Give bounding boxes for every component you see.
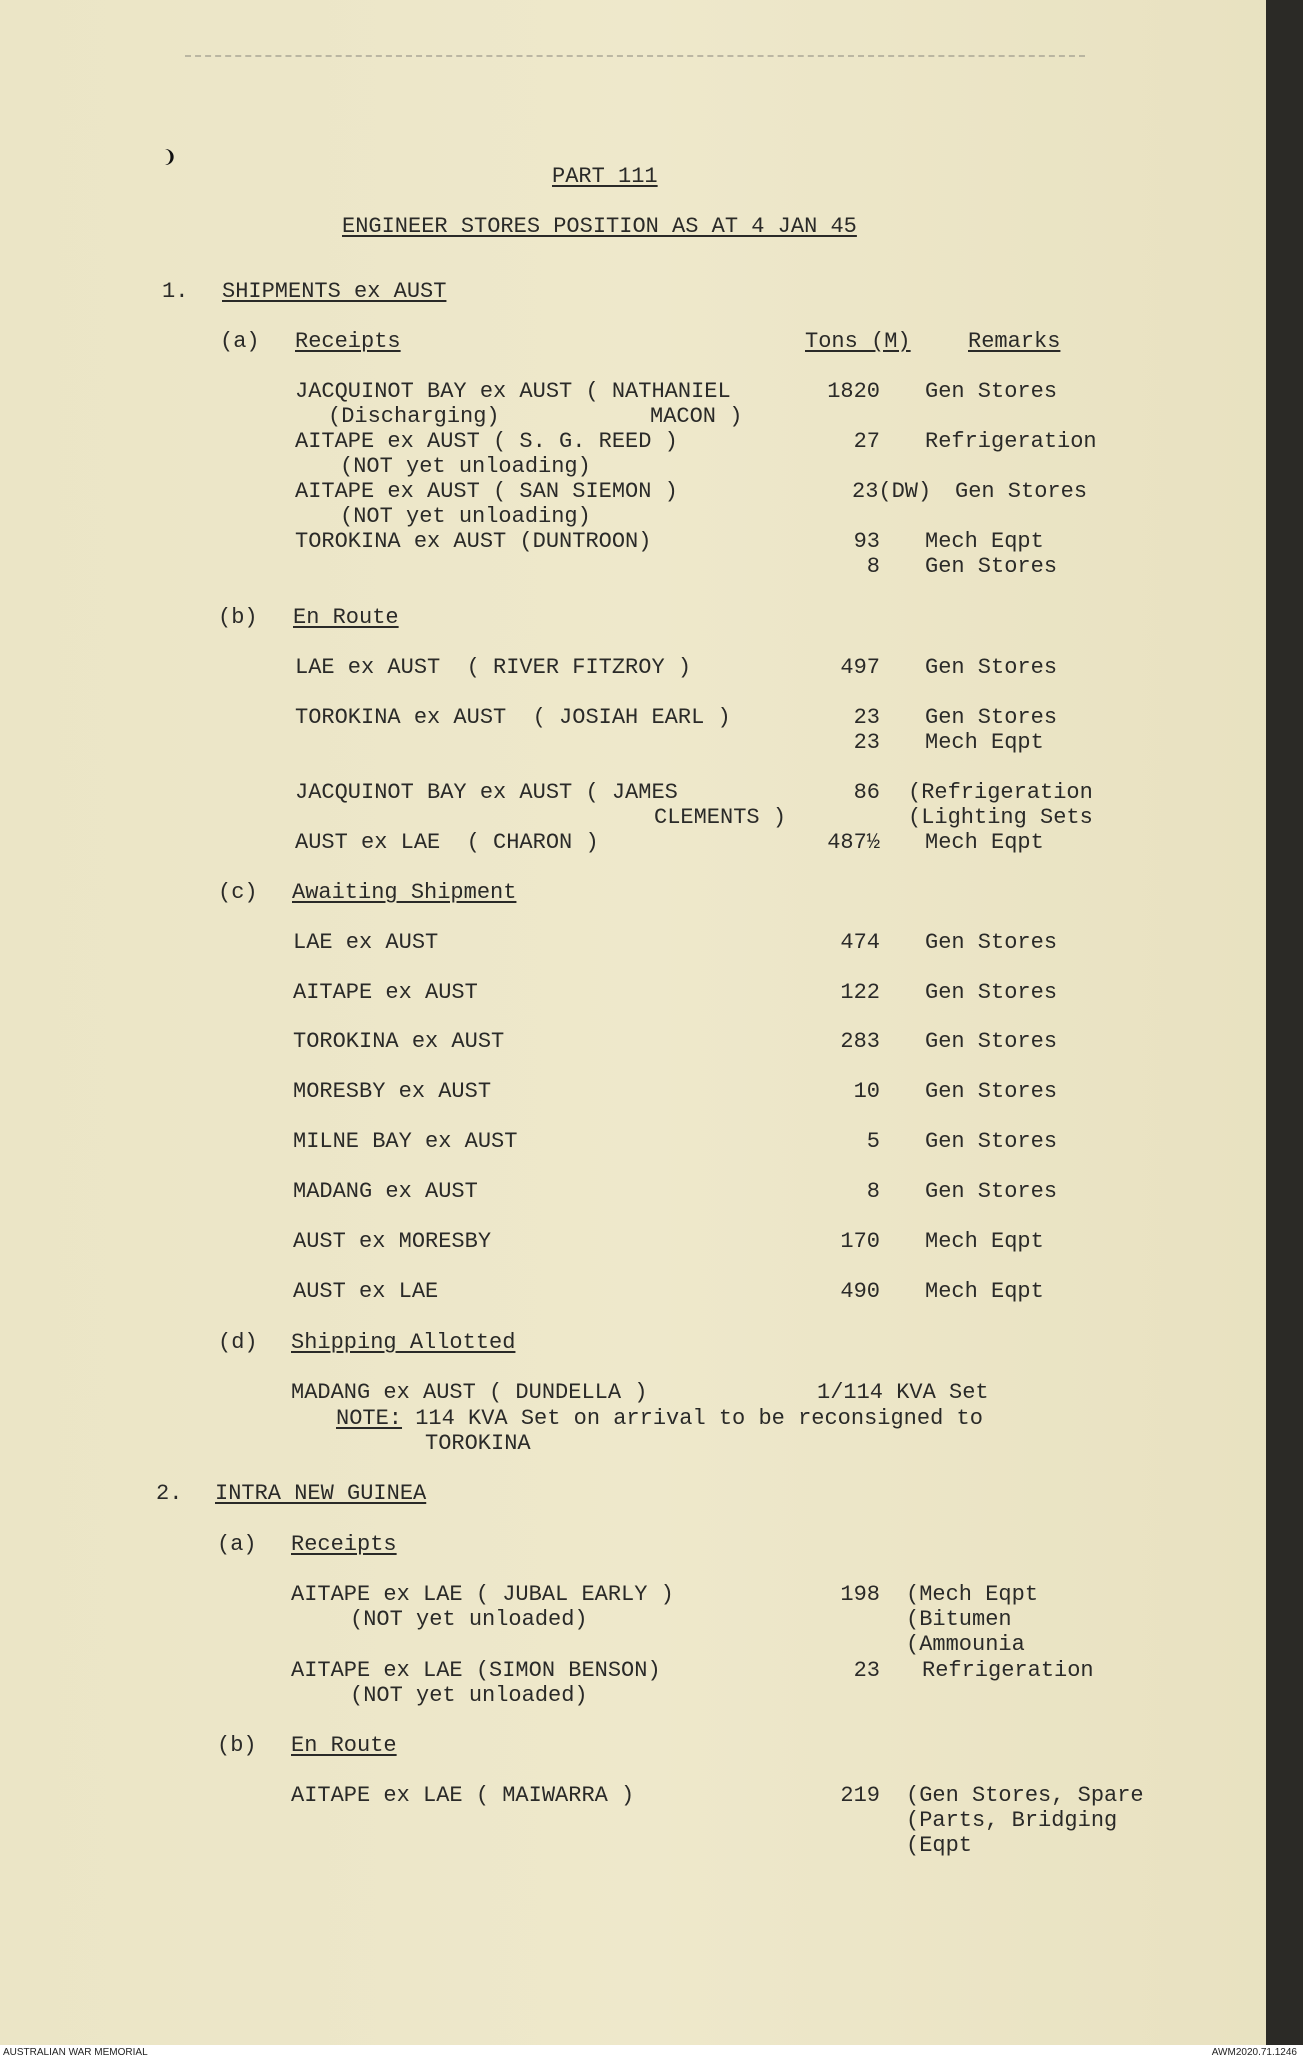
entry-remark: Gen Stores (925, 980, 1058, 1005)
subsection-2b-label: (b) (217, 1733, 257, 1758)
subsection-2a-heading: Receipts (291, 1532, 397, 1557)
entry-location: TOROKINA ex AUST (293, 1029, 505, 1054)
section-2-number: 2. (156, 1481, 183, 1506)
entry-location: AITAPE ex LAE ( JUBAL EARLY ) (291, 1582, 674, 1607)
entry-location: AUST ex LAE (293, 1279, 439, 1304)
entry-remark: (Parts, Bridging (906, 1808, 1118, 1833)
column-tons-header: Tons (M) (805, 329, 911, 354)
entry-tons: 487½ (827, 830, 880, 855)
section-2-heading: INTRA NEW GUINEA (215, 1481, 427, 1506)
entry-remark: (Lighting Sets (908, 805, 1093, 830)
document-title: ENGINEER STORES POSITION AS AT 4 JAN 45 (342, 214, 857, 239)
entry-location: JACQUINOT BAY ex AUST ( NATHANIEL (295, 379, 731, 404)
archive-name: AUSTRALIAN WAR MEMORIAL (3, 2047, 148, 2058)
entry-tons: 8 (866, 554, 880, 579)
entry-location: MILNE BAY ex AUST (293, 1129, 518, 1154)
subsection-1b-label: (b) (218, 605, 258, 630)
entry-remark: Mech Eqpt (925, 1229, 1044, 1254)
entry-tons: 86 (853, 780, 880, 805)
entry-location: LAE ex AUST ( RIVER FITZROY ) (295, 655, 692, 680)
entry-remark: Gen Stores (925, 1079, 1058, 1104)
entry-location: MORESBY ex AUST (293, 1079, 492, 1104)
entry-tons: 219 (840, 1783, 880, 1808)
subsection-2b-heading: En Route (291, 1733, 397, 1758)
entry-location: AUST ex LAE ( CHARON ) (295, 830, 599, 855)
entry-remark: (Bitumen (906, 1607, 1012, 1632)
entry-location: AITAPE ex LAE ( MAIWARRA ) (291, 1783, 635, 1808)
entry-remark: Gen Stores (925, 1179, 1058, 1204)
entry-remark: Gen Stores (925, 1029, 1058, 1054)
entry-remark: Gen Stores (925, 655, 1058, 680)
entry-tons: 1820 (827, 379, 880, 404)
subsection-1d-label: (d) (218, 1330, 258, 1355)
punch-mark: ❩ (163, 146, 177, 171)
entry-tons: 122 (840, 980, 880, 1005)
entry-location: JACQUINOT BAY ex AUST ( JAMES (295, 780, 678, 805)
entry-status: (Discharging) (328, 404, 500, 429)
entry-remark: Gen Stores (955, 479, 1088, 504)
entry-tons: 23 (853, 730, 880, 755)
entry-location: MADANG ex AUST (293, 1179, 478, 1204)
entry-remark: Gen Stores (925, 379, 1058, 404)
entry-tons: 27 (853, 429, 880, 454)
entry-remark: Mech Eqpt (925, 1279, 1044, 1304)
entry-tons: 23 (853, 1658, 880, 1683)
entry-location: TOROKINA ex AUST (DUNTROON) (295, 529, 652, 554)
section-1-heading: SHIPMENTS ex AUST (222, 279, 447, 304)
subsection-1a-heading: Receipts (295, 329, 401, 354)
entry-remark: (Ammounia (906, 1632, 1025, 1657)
entry-remark: Mech Eqpt (925, 730, 1044, 755)
entry-remark: Gen Stores (925, 1129, 1058, 1154)
entry-tons: 490 (840, 1279, 880, 1304)
entry-tons: 497 (840, 655, 880, 680)
entry-status: (NOT yet unloaded) (350, 1607, 588, 1632)
entry-tons: 93 (853, 529, 880, 554)
archive-footer (0, 2045, 1303, 2061)
entry-location: MADANG ex AUST ( DUNDELLA ) (291, 1380, 648, 1405)
archive-reference: AWM2020.71.1246 (1211, 2047, 1297, 2058)
entry-status: (NOT yet unloading) (340, 504, 591, 529)
part-heading: PART 111 (552, 164, 658, 189)
entry-location: AUST ex MORESBY (293, 1229, 492, 1254)
subsection-1b-heading: En Route (293, 605, 399, 630)
column-remarks-header: Remarks (968, 329, 1061, 354)
scan-border (1266, 0, 1303, 2045)
entry-remark: Refrigeration (925, 429, 1097, 454)
note-text-cont: TOROKINA (425, 1431, 531, 1456)
entry-location: AITAPE ex AUST (293, 980, 478, 1005)
subsection-1c-heading: Awaiting Shipment (292, 880, 517, 905)
entry-tons: 5 (866, 1129, 880, 1154)
entry-location: AITAPE ex AUST ( SAN SIEMON ) (295, 479, 678, 504)
subsection-1c-label: (c) (218, 880, 258, 905)
note-label: NOTE: (336, 1406, 403, 1431)
entry-remark: (Eqpt (906, 1833, 973, 1858)
entry-tons: 23 (853, 705, 880, 730)
entry-remark: Gen Stores (925, 554, 1058, 579)
entry-remark: Refrigeration (922, 1658, 1094, 1683)
torn-top-line (185, 55, 1085, 57)
entry-status: (NOT yet unloaded) (350, 1683, 588, 1708)
entry-remark: Mech Eqpt (925, 830, 1044, 855)
entry-location-cont: CLEMENTS ) (654, 805, 787, 830)
entry-tons: 474 (840, 930, 880, 955)
entry-location: AITAPE ex LAE (SIMON BENSON) (291, 1658, 661, 1683)
entry-tons: 8 (866, 1179, 880, 1204)
entry-tons: 23(DW) (852, 479, 932, 504)
entry-remark: (Refrigeration (908, 780, 1093, 805)
section-1-number: 1. (162, 279, 189, 304)
entry-remark: Gen Stores (925, 930, 1058, 955)
entry-remark: Mech Eqpt (925, 529, 1044, 554)
subsection-1d-heading: Shipping Allotted (291, 1330, 516, 1355)
subsection-1a-label: (a) (220, 329, 260, 354)
entry-status: (NOT yet unloading) (340, 454, 591, 479)
entry-tons: 283 (840, 1029, 880, 1054)
entry-remark: (Mech Eqpt (906, 1582, 1039, 1607)
entry-location: TOROKINA ex AUST ( JOSIAH EARL ) (295, 705, 731, 730)
entry-tons: 170 (840, 1229, 880, 1254)
note-text: 114 KVA Set on arrival to be reconsigned to (402, 1406, 983, 1431)
entry-remark: (Gen Stores, Spare (906, 1783, 1144, 1808)
entry-location-cont: MACON ) (650, 404, 743, 429)
subsection-2a-label: (a) (217, 1532, 257, 1557)
entry-location: AITAPE ex AUST ( S. G. REED ) (295, 429, 678, 454)
entry-tons: 198 (840, 1582, 880, 1607)
entry-location: LAE ex AUST (293, 930, 439, 955)
entry-tons: 10 (853, 1079, 880, 1104)
entry-allotment: 1/114 KVA Set (817, 1380, 989, 1405)
entry-remark: Gen Stores (925, 705, 1058, 730)
